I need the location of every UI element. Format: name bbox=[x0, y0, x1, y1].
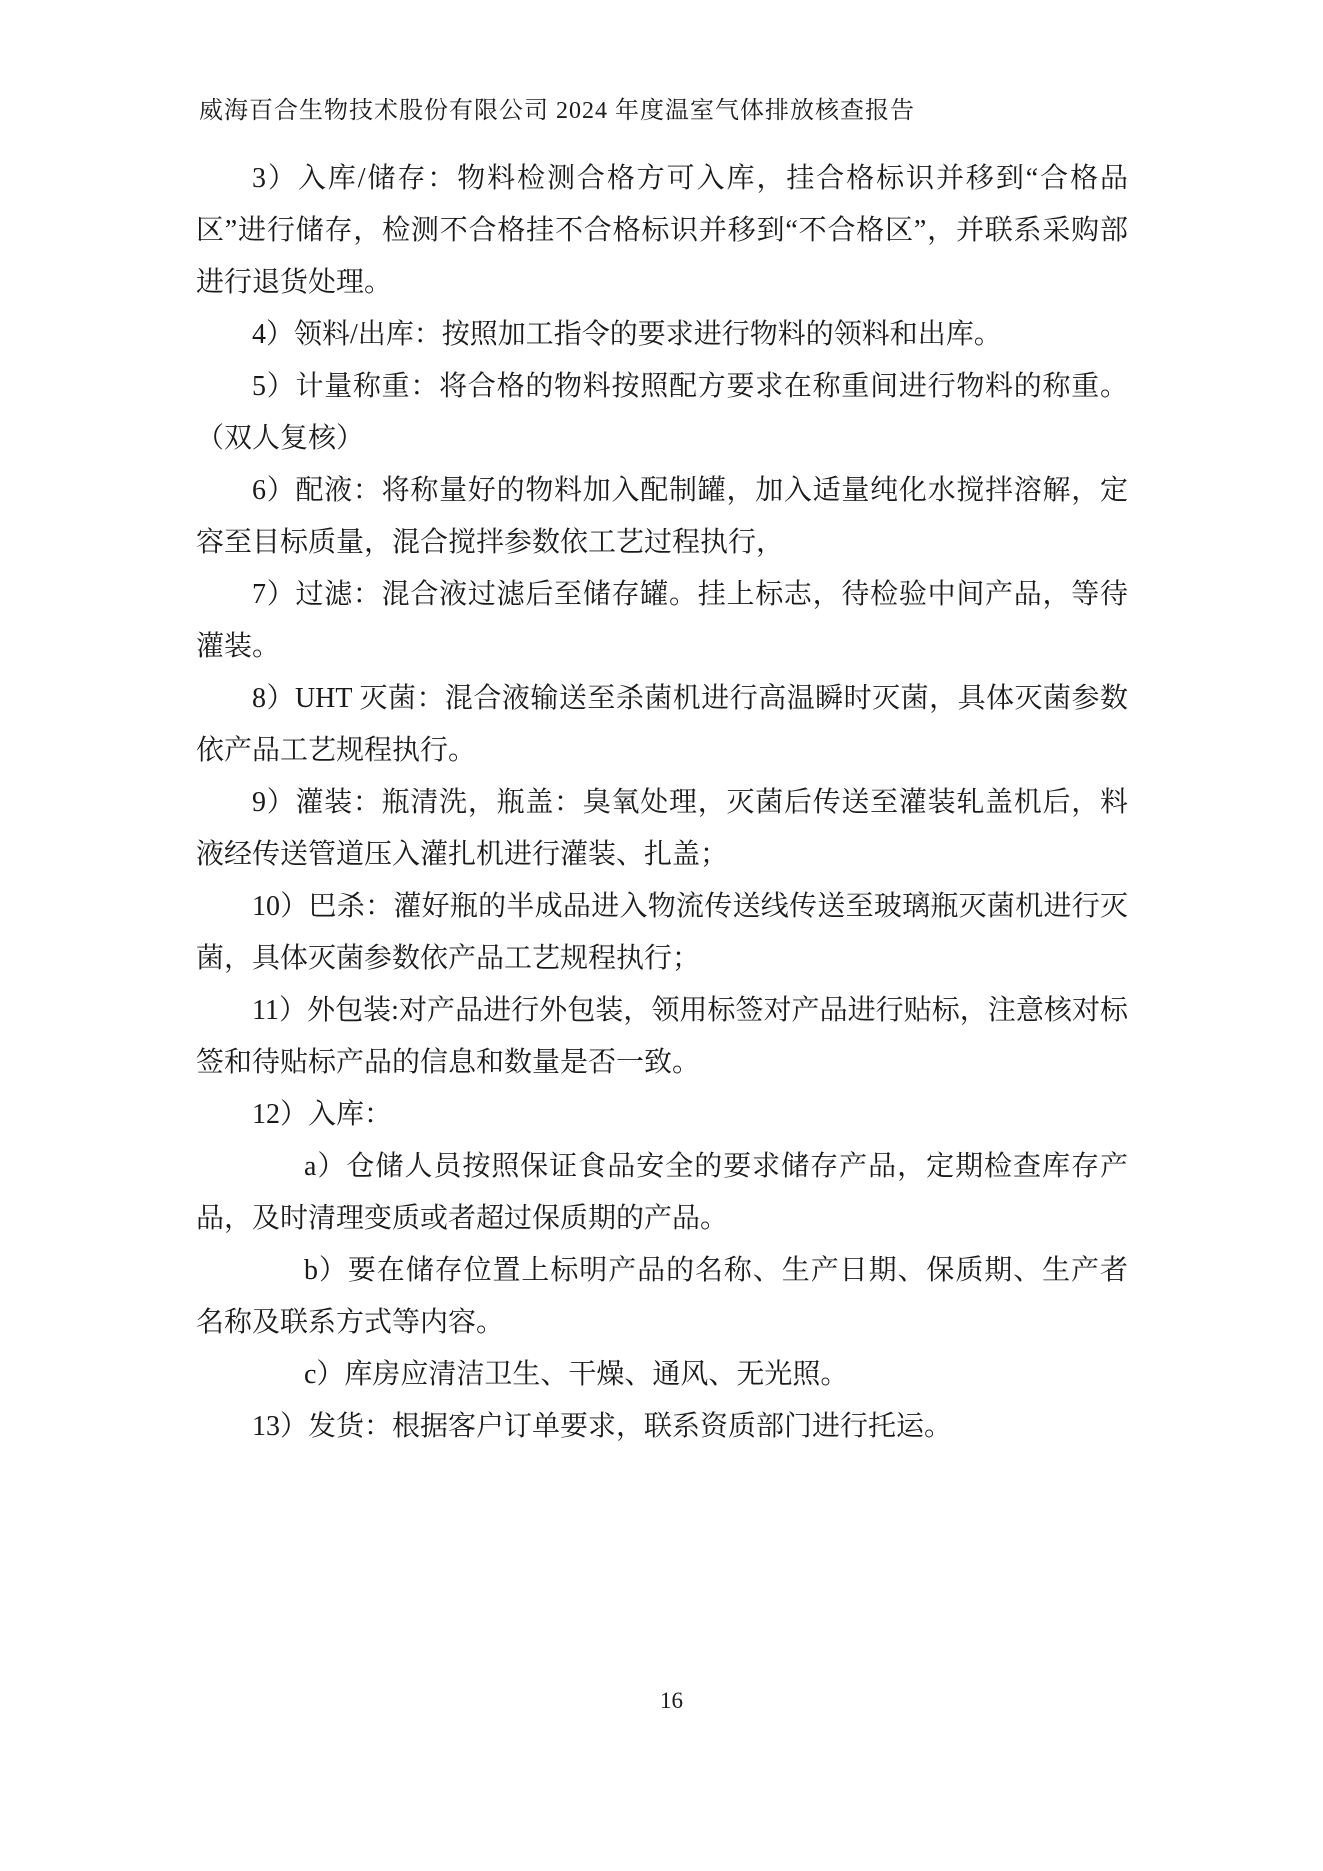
paragraph: 10）巴杀：灌好瓶的半成品进入物流传送线传送至玻璃瓶灭菌机进行灭菌，具体灭菌参数依产品工艺规程执行； bbox=[196, 891, 1128, 974]
paragraph: 12）入库： bbox=[252, 1099, 393, 1130]
page-number: 16 bbox=[660, 1688, 683, 1713]
paragraph: 8）UHT 灭菌：混合液输送至杀菌机进行高温瞬时灭菌，具体灭菌参数依产品工艺规程执行。 bbox=[196, 683, 1128, 766]
document-body bbox=[196, 153, 1128, 1453]
paragraph: 9）灌装：瓶清洗，瓶盖：臭氧处理，灭菌后传送至灌装轧盖机后，料液经传送管道压入灌扎机进行灌装、扎盖； bbox=[196, 787, 1128, 870]
paragraph: 7）过滤：混合液过滤后至储存罐。挂上标志，待检验中间产品，等待灌装。 bbox=[196, 579, 1128, 662]
paragraph: 3）入库/储存：物料检测合格方可入库，挂合格标识并移到“合格品区”进行储存，检测不合格挂不合格标识并移到“不合格区”，并联系采购部进行退货处理。 bbox=[196, 163, 1128, 298]
paragraph: c）库房应清洁卫生、干燥、通风、无光照。 bbox=[304, 1359, 849, 1390]
paragraph: 13）发货：根据客户订单要求，联系资质部门进行托运。 bbox=[252, 1411, 953, 1442]
paragraph: 4）领料/出库：按照加工指令的要求进行物料的领料和出库。 bbox=[252, 319, 1002, 350]
paragraph: 6）配液：将称量好的物料加入配制罐，加入适量纯化水搅拌溶解，定容至目标质量，混合搅拌参数依工艺过程执行， bbox=[196, 475, 1128, 558]
paragraph: a）仓储人员按照保证食品安全的要求储存产品，定期检查库存产品，及时清理变质或者超过保质期的产品。 bbox=[196, 1151, 1128, 1234]
paragraph: 11）外包装:对产品进行外包装，领用标签对产品进行贴标，注意核对标签和待贴标产品的信息和数量是否一致。 bbox=[196, 995, 1128, 1078]
paragraph: b）要在储存位置上标明产品的名称、生产日期、保质期、生产者名称及联系方式等内容。 bbox=[196, 1255, 1128, 1338]
page-header: 威海百合生物技术股份有限公司 2024 年度温室气体排放核查报告 bbox=[199, 98, 915, 124]
paragraph: 5）计量称重：将合格的物料按照配方要求在称重间进行物料的称重。（双人复核） bbox=[196, 371, 1128, 454]
